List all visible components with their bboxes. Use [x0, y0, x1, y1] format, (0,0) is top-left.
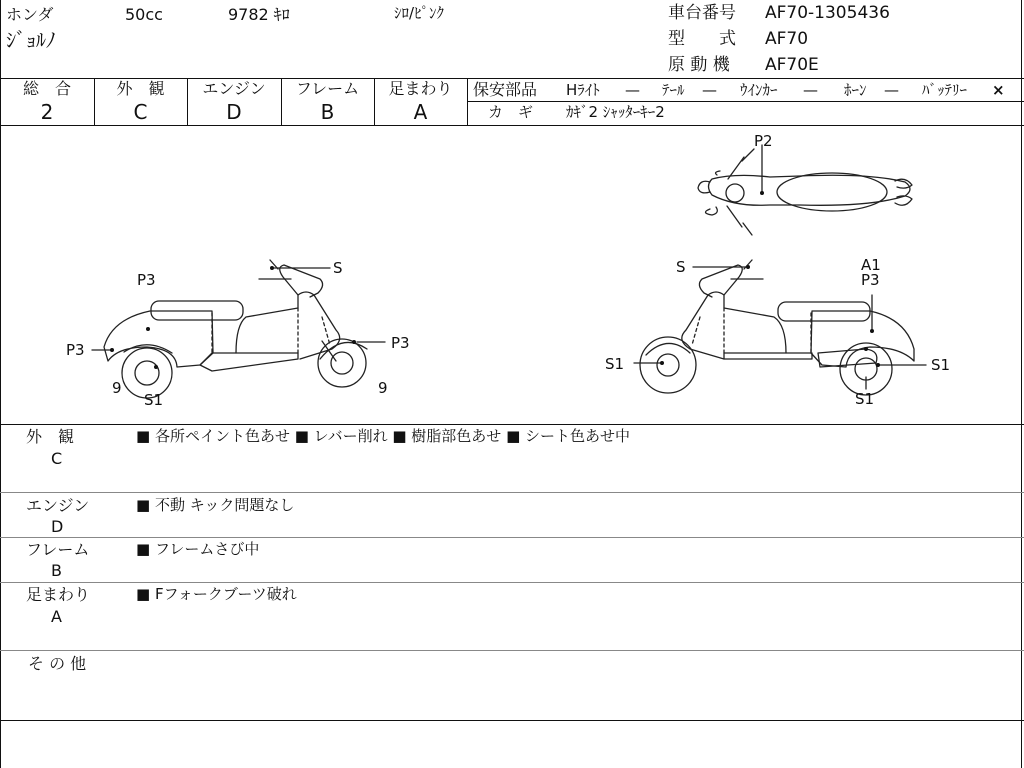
- model-name: ｼﾞｮﾙﾉ: [6, 28, 56, 52]
- dot: [864, 347, 868, 351]
- dot: [110, 348, 114, 352]
- section-title-other: そ の 他: [28, 654, 87, 673]
- mark-label: A1: [861, 256, 881, 274]
- handlebar: [259, 260, 291, 279]
- grade-value-exterior: C: [133, 100, 148, 124]
- rule: [0, 125, 1024, 126]
- rule: [0, 720, 1024, 721]
- safety-mark-battery: ×: [992, 81, 1005, 99]
- scooter-diagram: [0, 127, 1022, 425]
- scooter-left-view: [92, 260, 385, 398]
- safety-parts-label: 保安部品: [473, 80, 538, 99]
- mark-label: P3: [137, 271, 156, 289]
- mark-label: S1: [931, 356, 951, 374]
- rule: [467, 78, 468, 125]
- section-grade-engine: D: [51, 517, 64, 536]
- front-wheel-hub: [331, 352, 353, 374]
- grade-value-engine: D: [226, 100, 242, 124]
- rule: [0, 537, 1024, 538]
- mark-label: P3: [391, 334, 410, 352]
- safety-mark-headlight: —: [625, 81, 640, 99]
- front-wheel: [640, 337, 696, 393]
- floor: [724, 353, 812, 359]
- grade-value-suspension: A: [413, 100, 428, 124]
- dot: [154, 365, 158, 369]
- safety-item-horn: ﾎｰﾝ: [844, 81, 867, 99]
- safety-mark-tail: —: [702, 81, 717, 99]
- dot: [760, 191, 764, 195]
- rear-l: [895, 179, 912, 188]
- grade-label-suspension: 足まわり: [388, 79, 453, 98]
- grip-right: [705, 207, 717, 215]
- rule: [0, 492, 1024, 493]
- mark-label: 9: [378, 379, 388, 397]
- grade-label-exterior: 外 観: [116, 79, 165, 98]
- section-notes-suspension: ■ Fフォークブーツ破れ: [136, 585, 297, 603]
- mark-label: S1: [855, 390, 875, 408]
- dot: [270, 266, 274, 270]
- frame-dashed: [212, 308, 330, 353]
- safety-item-headlight: Hﾗｲﾄ: [566, 81, 600, 99]
- model-type: AF70: [765, 29, 809, 49]
- safety-mark-winker: —: [803, 81, 818, 99]
- frame-no-label: 車台番号: [668, 3, 736, 23]
- rear-r: [895, 196, 912, 205]
- frame-dashed: [692, 308, 811, 353]
- mark-label: S1: [605, 355, 625, 373]
- section-grade-exterior: C: [51, 449, 63, 468]
- key-value: ｶｷﾞ2 ｼｬｯﾀｰｷｰ2: [566, 103, 665, 121]
- mark-label: P2: [754, 132, 773, 150]
- front-wheel-hub: [657, 354, 679, 376]
- safety-item-tail: ﾃｰﾙ: [662, 81, 685, 99]
- rear-wheel-hub: [135, 361, 159, 385]
- dot: [146, 327, 150, 331]
- section-notes-exterior: ■ 各所ペイント色あせ ■ レバー削れ ■ 樹脂部色あせ ■ シート色あせ中: [136, 427, 631, 445]
- dot: [876, 363, 880, 367]
- frame-no: AF70-1305436: [765, 3, 890, 23]
- handlebar: [727, 157, 744, 227]
- rule: [0, 582, 1024, 583]
- dot: [870, 329, 874, 333]
- front-fender: [646, 343, 690, 355]
- section-title-suspension: 足まわり: [26, 585, 91, 604]
- model-type-label: 型 式: [668, 29, 736, 49]
- engine-type: AF70E: [765, 55, 819, 75]
- grade-label-frame: フレーム: [295, 79, 360, 98]
- safety-item-winker: ｳｲﾝｶｰ: [740, 81, 778, 99]
- mark-label: S: [333, 259, 343, 277]
- handlebar: [731, 260, 763, 279]
- displacement: 50cc: [125, 5, 163, 24]
- damage-dots: [110, 191, 880, 369]
- rule: [0, 424, 1024, 425]
- safety-mark-horn: —: [884, 81, 899, 99]
- grade-value-frame: B: [320, 100, 335, 124]
- dot: [660, 361, 664, 365]
- scooter-top-view: [698, 145, 912, 235]
- section-grade-suspension: A: [51, 607, 62, 626]
- rule: [0, 650, 1024, 651]
- mileage: 9782 ｷﾛ: [228, 5, 290, 24]
- mirror-l: [716, 171, 720, 175]
- dot: [352, 340, 356, 344]
- section-notes-frame: ■ フレームさび中: [136, 540, 260, 558]
- key-label: カ ギ: [488, 103, 534, 121]
- grade-label-engine: エンジン: [202, 79, 266, 98]
- section-title-engine: エンジン: [26, 496, 90, 515]
- mark-label: S1: [144, 391, 164, 409]
- mark-label: S: [676, 258, 686, 276]
- section-grade-frame: B: [51, 561, 62, 580]
- engine-label: 原 動 機: [668, 55, 730, 75]
- floor: [200, 353, 298, 371]
- dot: [746, 265, 750, 269]
- mark-label: P3: [861, 271, 880, 289]
- scooter-right-view: [634, 260, 926, 395]
- safety-item-battery: ﾊﾞｯﾃﾘｰ: [922, 81, 968, 99]
- steering-stem: [699, 265, 742, 297]
- section-title-exterior: 外 観: [26, 427, 75, 446]
- mirror-hub: [726, 184, 744, 202]
- section-notes-engine: ■ 不動 キック問題なし: [136, 496, 295, 514]
- mark-label: 9: [112, 379, 122, 397]
- grade-label-overall: 総 合: [22, 79, 71, 98]
- rule: [468, 101, 1024, 102]
- maker: ホンダ: [6, 5, 54, 24]
- mark-label: P3: [66, 341, 85, 359]
- color: ｼﾛ/ﾋﾟﾝｸ: [394, 4, 445, 22]
- steering-stem: [280, 265, 323, 297]
- grade-value-overall: 2: [40, 100, 54, 124]
- section-title-frame: フレーム: [26, 540, 90, 559]
